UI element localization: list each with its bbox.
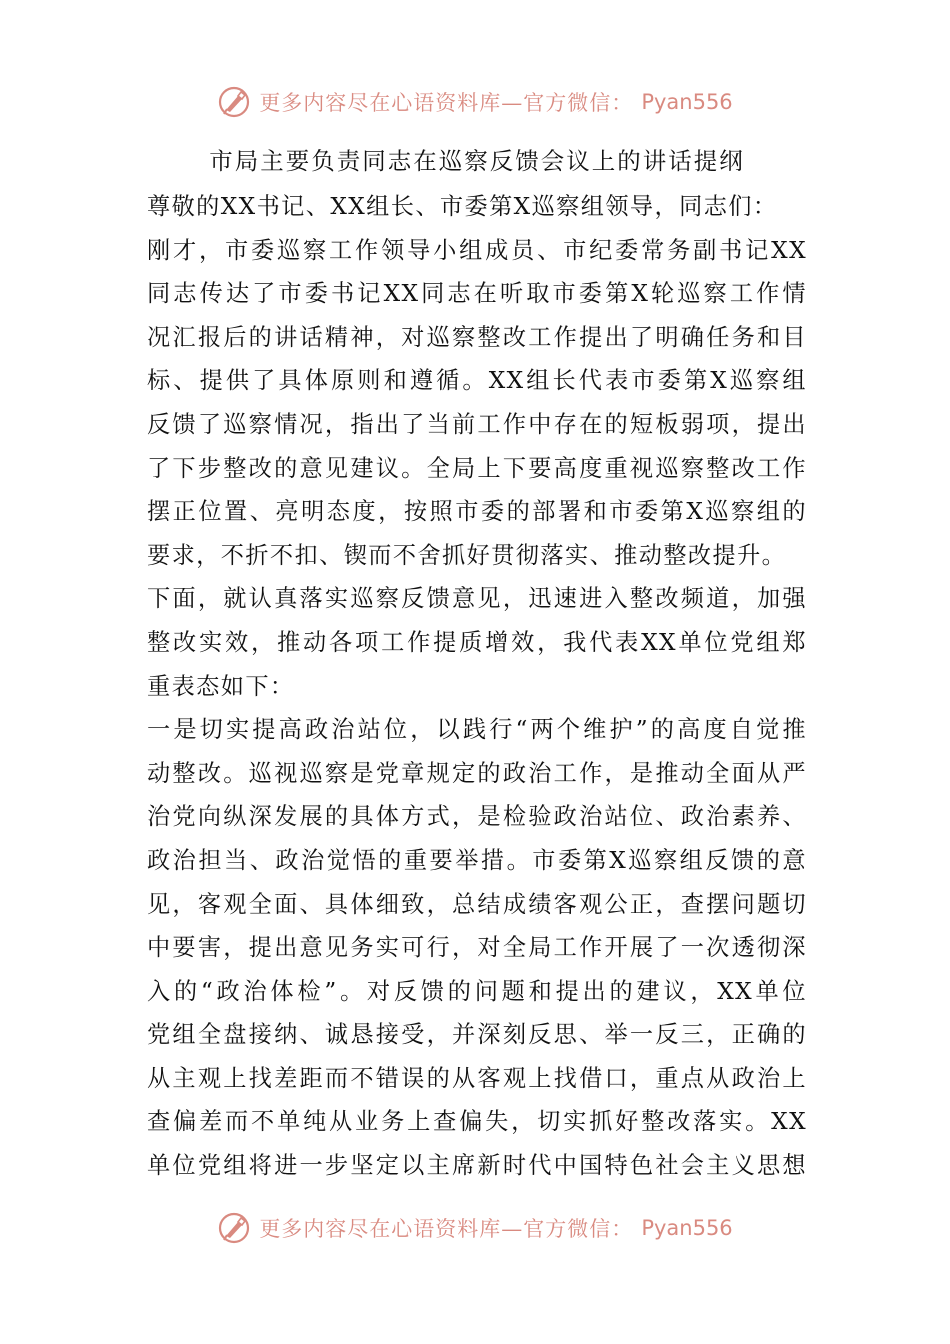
text-line: 要求，不折不扣、锲而不舍抓好贯彻落实、推动整改提升。 (147, 541, 787, 569)
pen-logo-icon (217, 1211, 251, 1245)
watermark-text: 更多内容尽在心语资料库—官方微信： (259, 91, 634, 115)
document-body (147, 185, 807, 1188)
text-line: 治党向纵深发展的具体方式，是检验政治站位、政治素养、 (147, 803, 807, 831)
text-line: 整改实效，推动各项工作提质增效，我代表XX单位党组郑 (147, 628, 807, 656)
text-line: 了下步整改的意见建议。全局上下要高度重视巡察整改工作 (147, 454, 807, 482)
watermark-header (0, 82, 950, 122)
text-line: 政治担当、政治觉悟的重要举措。市委第X巡察组反馈的意 (147, 846, 807, 874)
watermark-wechat-id: Pyan556 (641, 90, 733, 114)
text-line: 查偏差而不单纯从业务上查偏失，切实抓好整改落实。XX (147, 1108, 807, 1136)
text-line: 况汇报后的讲话精神，对巡察整改工作提出了明确任务和目 (147, 323, 807, 351)
text-line: 入的“政治体检”。对反馈的问题和提出的建议，XX单位 (147, 977, 807, 1005)
text-line: 从主观上找差距而不错误的从客观上找借口，重点从政治上 (147, 1064, 807, 1092)
text-line: 同志传达了市委书记XX同志在听取市委第X轮巡察工作情 (147, 280, 807, 308)
text-line: 下面，就认真落实巡察反馈意见，迅速进入整改频道，加强 (147, 585, 807, 613)
text-line: 摆正位置、亮明态度，按照市委的部署和市委第X巡察组的 (147, 498, 807, 526)
text-line: 重表态如下： (147, 672, 295, 700)
text-line: 一是切实提高政治站位，以践行“两个维护”的高度自觉推 (147, 716, 807, 744)
watermark-text: 更多内容尽在心语资料库—官方微信： (259, 1217, 634, 1241)
text-line: 动整改。巡视巡察是党章规定的政治工作，是推动全面从严 (147, 759, 807, 787)
document-title: 市局主要负责同志在巡察反馈会议上的讲话提纲 (209, 147, 745, 175)
text-line: 刚才，市委巡察工作领导小组成员、市纪委常务副书记XX (147, 236, 807, 264)
text-line: 标、提供了具体原则和遵循。XX组长代表市委第X巡察组 (147, 367, 807, 395)
text-line: 见，客观全面、具体细致，总结成绩客观公正，查摆问题切 (147, 890, 807, 918)
pen-logo-icon (217, 85, 251, 119)
text-line: 单位党组将进一步坚定以主席新时代中国特色社会主义思想 (147, 1152, 807, 1180)
text-line: 尊敬的XX书记、XX组长、市委第X巡察组领导，同志们： (147, 193, 778, 220)
watermark-wechat-id: Pyan556 (641, 1216, 733, 1240)
text-line: 反馈了巡察情况，指出了当前工作中存在的短板弱项，提出 (147, 410, 807, 438)
text-line: 党组全盘接纳、诚恳接受，并深刻反思、举一反三，正确的 (147, 1021, 807, 1049)
watermark-footer (0, 1208, 950, 1248)
text-line: 中要害，提出意见务实可行，对全局工作开展了一次透彻深 (147, 934, 807, 962)
